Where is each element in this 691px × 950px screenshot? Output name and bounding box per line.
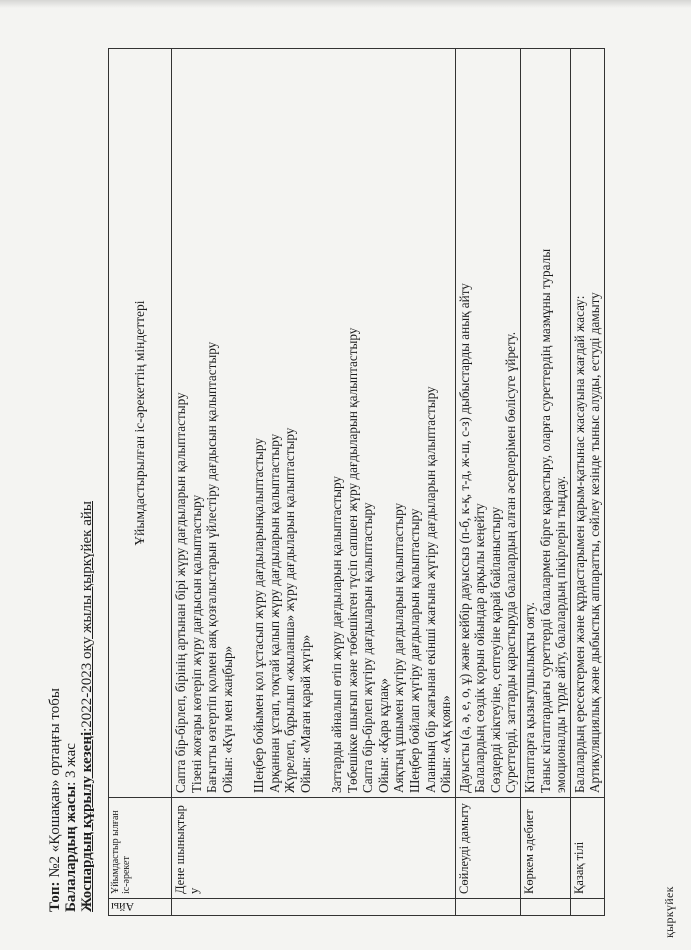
tasks-cell <box>455 49 520 798</box>
spacer <box>235 53 251 793</box>
task-line: Суреттерді, заттарды қарастыруда балалардың алған әсерлерімен бөлісуге үйрету. <box>503 331 519 793</box>
task-line: Аяқтың ұшымен жүгіру дағдыларын қалыптастыру <box>391 502 407 793</box>
tasks-cell <box>172 49 456 798</box>
task-line: Сапта бір-бірлеп жүгіру дағдыларын қалыптастыру <box>360 502 376 793</box>
table-row <box>455 49 520 916</box>
table-row <box>521 49 571 916</box>
task-line: Жүрелеп, бұрылып «жыланша» жүру дағдыларын қалыптастыру <box>282 427 298 793</box>
table-row <box>172 49 456 916</box>
task-line: Ойын: «Қара құлақ» <box>375 678 391 793</box>
tasks-cell <box>521 49 571 798</box>
area-cell: Дене шынықтыр у <box>172 798 456 899</box>
spacer <box>313 53 329 793</box>
task-line: Сөздерді жіктеуіне, септеуіне қарай байланыстыру <box>487 506 503 793</box>
task-line: Сапта бір-бірлеп, бірінің артынан бірі жүру дағдыларын қалыптастыру <box>173 392 188 793</box>
plan-table <box>108 48 605 916</box>
task-line: Төбешікке шығып және төбешіктен түсіп сапшен жүру дағдыларын қалыптастыру <box>344 327 360 793</box>
task-line: Тізені жоғары көтеріп жүру дағдысын қалыптастыру <box>188 494 204 793</box>
task-line: Бағытты өзгертіп қолмен аяқ қозғалыстарын үйлестіру дағдысын қалыптастыру <box>204 341 220 793</box>
tasks-cell <box>570 49 604 798</box>
task-line: Шеңбер бойлап жүгіру дағдыларын қалыптастыру <box>406 508 422 793</box>
task-line: Арқаннан ұстап, тоқтай қалып жүру дағдыларын қалыптастыру <box>266 433 282 793</box>
header-area-cell: Ұйымдастыр ылған іс-әрекет <box>109 798 172 899</box>
area-cell: Қазақ тілі <box>570 798 604 899</box>
task-line: эмоционалды түрде айту, балалардың пікірлерін тыңдау. <box>553 475 569 793</box>
month-cell <box>455 899 520 916</box>
task-line: Ойын: «Күн мен жаңбыр» <box>219 645 235 793</box>
month-cell <box>172 899 456 916</box>
task-line: Ойын: «Маған қарай жүгір» <box>297 634 313 793</box>
task-line: Балалардың ересектермен және құрдастарымен қарым-қатынас жасауына жағдай жасау: <box>571 295 587 793</box>
task-line: Шеңбер бойымен қол ұстасып жүру дағдыларынқалыптастыру <box>250 438 266 793</box>
task-line: Балалардың сөздік қорын ойындар арқылы кеңейту <box>472 503 488 793</box>
month-cell <box>570 899 604 916</box>
header-tasks-cell: Ұйымдастырылған іс-әрекеттің міндеттері <box>109 49 172 798</box>
month-side-label: қыркүйек <box>662 886 676 938</box>
area-cell: Сөйлеуді дамыту <box>455 798 520 899</box>
task-line: Ойын: «Ақ қоян» <box>438 695 454 793</box>
header-month-cell: Айы <box>109 899 172 916</box>
document-header <box>48 501 96 912</box>
age-line: Балалардың жасы: 3 жас <box>63 743 79 912</box>
task-line: Заттарды айналып өтіп жүру дағдыларын қалыптастыру <box>328 476 344 793</box>
task-line: Дауысты (а, ә, е, о, ұ) және кейбір дауыссыз (п-б, к-қ, т-д, ж-ш, с-з) дыбыстарды анық айту <box>456 283 472 793</box>
group-line: Топ: №2 «Қошақан» ортаңғы тобы <box>47 688 63 912</box>
task-line: Кітаптарға қызығушылықты ояту. <box>522 602 538 793</box>
area-cell: Көркем әдебиет <box>521 798 571 899</box>
page-edge-shadow <box>0 0 691 8</box>
table-header-row <box>109 49 172 916</box>
task-line: Таныс кітаптардағы суреттерді балалармен бірге қарастыру, оларға суреттердің мазмұны туралы <box>537 248 553 793</box>
period-line: Жоспардың құрылу кезеңі:2022-2023 оқу жылы қыркүйек айы <box>79 501 95 912</box>
month-cell <box>521 899 571 916</box>
task-line: Аланның бір жағынан екінші жағына жүгіру дағдыларын қалыптастыру <box>422 386 438 793</box>
table-row <box>570 49 604 916</box>
task-line: Артикуляциялық және дыбыстық аппаратты, сөйлеу кезінде тыныс алуды, естуді дамыту <box>587 292 603 793</box>
